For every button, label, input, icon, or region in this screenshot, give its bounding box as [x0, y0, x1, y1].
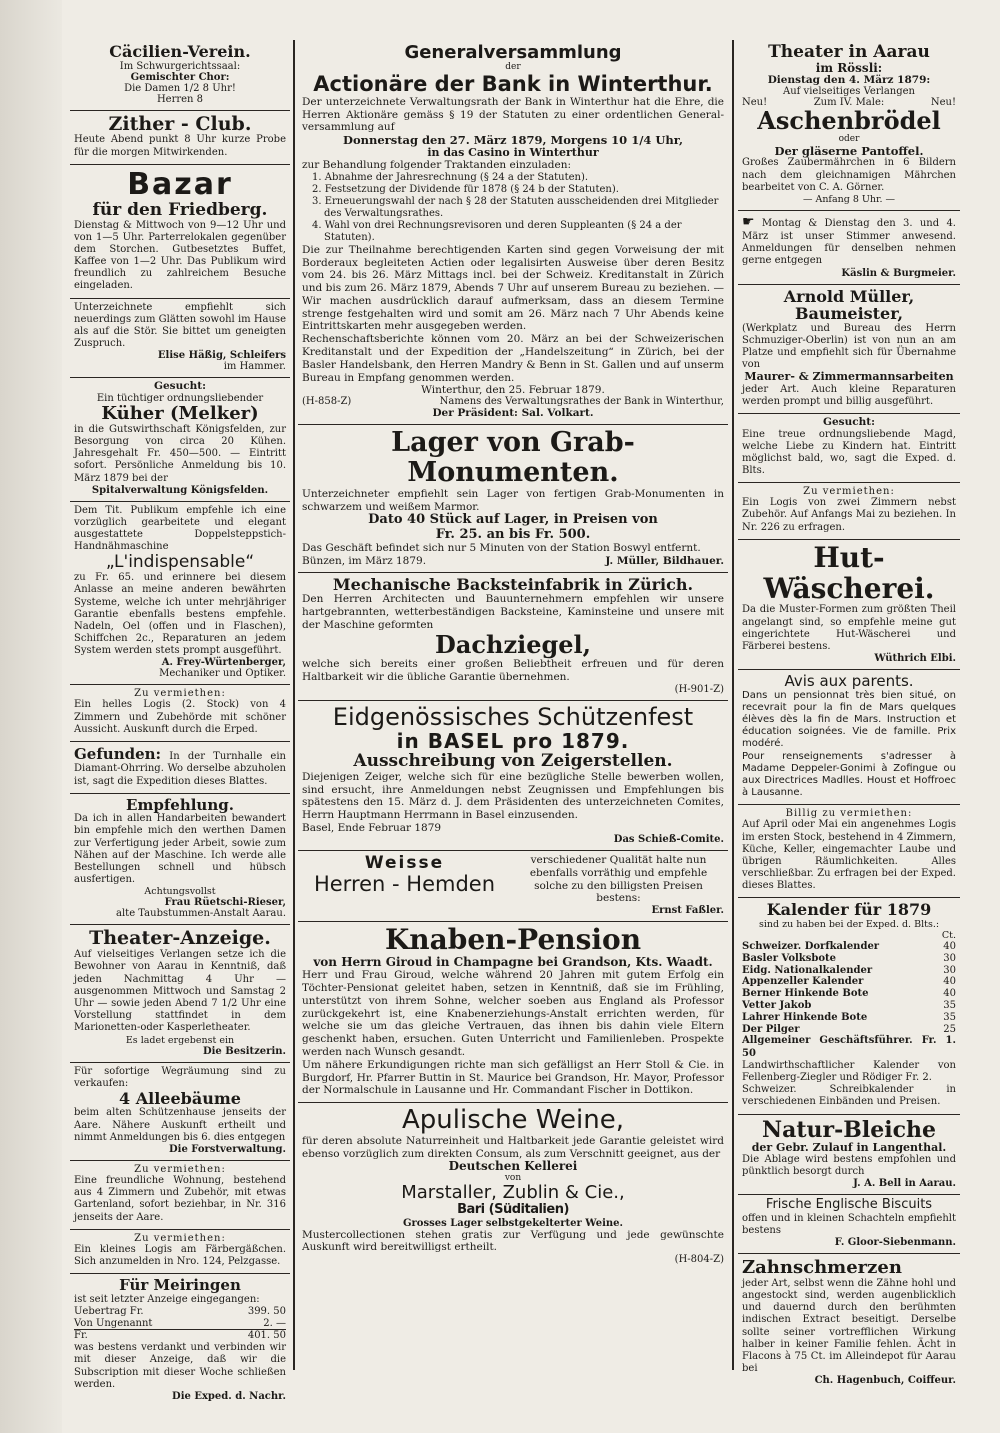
ad-text: Mustercollectionen stehen gratis zur Verfügung und jede gewünschte Auskunft wird bereitwilligst ertheilt.	[302, 1228, 724, 1254]
ad-line: Landwirthschaftlicher Kalender von Fellenberg-Ziegler und Rödiger Fr. 2.	[742, 1059, 956, 1083]
ad-line: der	[505, 61, 521, 72]
ledger-amount: 401. 50	[247, 1330, 286, 1342]
calendar-name: Der Pilger	[742, 1023, 800, 1035]
calendar-price: 30	[943, 952, 956, 964]
ad-text: Unterzeichnete empfiehlt sich neuerdings zum Glätten sowohl im Hause als auf die Stör. Sie bittet um geneigten Zuspruch.	[74, 301, 286, 350]
ad-text: Um nähere Erkundigungen richte man sich gefälligst an Herr Stoll & Cie. in Burgdorf, Hr. Pfarrer Buttin in St. Maurice bei Grandson, Hr. Mayor, Professor der Normalschule in Lausanne und Hr. Commandant Fischer in Dottikon.	[302, 1058, 724, 1097]
calendar-price: 40	[943, 976, 956, 988]
column-center	[298, 40, 728, 1270]
ad-signature: A. Frey-Würtenberger,	[161, 657, 286, 669]
ad-kalender	[738, 898, 960, 1114]
ad-title: „L'indispensable“	[105, 552, 255, 573]
ad-text: Das Geschäft befindet sich nur 5 Minuten von der Station Boswyl entfernt.	[302, 542, 701, 555]
ledger-label: Uebertrag Fr.	[74, 1305, 144, 1317]
calendar-price: 30	[943, 964, 956, 976]
ad-text: Herr und Frau Giroud, welche während 20 Jahren mit gutem Erfolg ein Töchter-Pensionat geleitet haben, setzen in Kenntniß, daß sie im Frühling, unterstützt von ihrem Sohne, welcher soeben aus England als Professor zurückgekehrt ist, eine Knabenerziehungs-Anstalt errichten werden, für welche sie um das gleiche Vertrauen, das ihnen bis dahin viele Eltern geschenkt haben, ersuchen. Guten Unterricht und Familienleben. Prospekte werden nach Wunsch gesandt.	[302, 969, 724, 1059]
ad-line: Namens des Verwaltungsrathes der Bank in Winterthur,	[439, 396, 724, 408]
ad-title: Herren - Hemden	[313, 871, 496, 896]
ad-subtitle: Der gläserne Pantoffel.	[774, 143, 924, 158]
ad-theater-anzeige	[70, 925, 290, 1062]
ad-text: Heute Abend punkt 8 Uhr kurze Probe für die morgen Mitwirkenden.	[74, 134, 286, 158]
ad-label: Zu vermiethen:	[134, 1164, 226, 1176]
calendar-price: 35	[943, 1011, 956, 1023]
pointing-hand-icon: ☛	[742, 213, 755, 230]
ad-firm: Marstaller, Zublin & Cie.,	[401, 1182, 625, 1204]
ad-line: Allgemeiner Geschäftsführer. Fr. 1. 50	[742, 1035, 956, 1059]
ad-text: Den Herren Architecten und Bauunternehmern empfehlen wir unsere hartgebrannten, wetterbeständigen Backsteine, Kaminsteine und unsere mit der Maschine geformten	[302, 593, 724, 632]
ad-wohnung	[70, 1161, 290, 1230]
ad-text: Da ich in allen Handarbeiten bewandert bin empfehle mich den werthen Damen zur Verfertigung jeder Arbeit, sowie zum Nähen auf der Maschine. Ich werde alle Bestellungen schnell und hübsch ausfertigen.	[74, 813, 286, 886]
ad-title: Aschenbrödel	[757, 106, 941, 136]
ad-title: Empfehlung.	[126, 795, 234, 814]
ad-signature: Der Präsident: Sal. Volkart.	[432, 407, 594, 420]
calendar-price: 40	[943, 941, 956, 953]
ad-signature: Mechaniker und Optiker.	[159, 668, 286, 680]
ad-line: Zum IV. Male:	[813, 97, 885, 109]
ad-gefunden	[70, 742, 290, 794]
ad-signature: Elise Häßig, Schleifers	[157, 350, 286, 362]
ad-reference: (H-858-Z)	[302, 396, 352, 408]
ledger-amount: 2. —	[263, 1317, 286, 1329]
ad-text: für deren absolute Naturreinheit und Haltbarkeit jede Garantie geleistet wird ebenso vorzüglich zum direkten Consum, als zum Verschnitt geeignet, aus der	[302, 1134, 724, 1160]
ad-line: Bünzen, im März 1879.	[302, 554, 427, 567]
ad-title: Actionäre der Bank in Winterthur.	[313, 71, 713, 96]
ad-label: Zu vermiethen:	[803, 486, 895, 498]
ad-text: Auf April oder Mai ein angenehmes Logis im ersten Stock, bestehend in 4 Zimmern, Küche, Keller, eingemachter Laube und übrigen Räumlichkeiten. Alles verschließbar. Zu erfragen bei der Exped. dieses Blattes.	[742, 819, 956, 892]
ad-text: was bestens verdankt und verbinden wir mit dieser Anzeige, daß wir die Subscription mit dieser Woche schließen werden.	[74, 1342, 286, 1390]
ad-text: Auf vielseitiges Verlangen setze ich die Bewohner von Aarau in Kenntniß, daß jeden Nachmittag 4 Uhr — ausgenommen Mittwoch und Samstag 2 Uhr — sowie jeden Abend 7 1/2 Uhr eine Vorstellung stattfindet in dem Marionetten-oder Kasperletheater.	[74, 949, 286, 1034]
ad-bank-winterthur	[298, 40, 728, 425]
ad-billig-vermiethen	[738, 805, 960, 898]
ad-line: Es ladet ergebenst ein	[125, 1034, 235, 1046]
ad-text: Pour renseignements s'adresser à Madame Deppeler-Gonimi à Zofingue ou aux Directrices Madlles. Houst et Hoffroec à Lausanne.	[742, 750, 956, 799]
ad-title: Weisse	[364, 853, 445, 874]
ad-text: Dem Tit. Publikum empfehle ich eine vorzüglich gearbeitete und elegant ausgestattete Doppelsteppstich-Handnähmaschine	[74, 504, 286, 553]
ad-text: Unterzeichneter empfiehlt sein Lager von fertigen Grab-Monumenten in schwarzem und weißem Marmor.	[302, 487, 724, 513]
ad-line: Im Schwurgerichtssaal:	[119, 60, 241, 72]
agenda-item: 3. Erneuerungswahl der nach § 28 der Statuten ausscheidenden drei Mitglieder des Verwaltungsrathes.	[312, 195, 719, 219]
ad-knaben-pension	[298, 922, 728, 1103]
ad-natur-bleiche	[738, 1115, 960, 1196]
binding-gutter	[0, 0, 62, 1433]
ad-logis-3	[738, 483, 960, 540]
ad-kueher	[70, 378, 290, 501]
ad-backsteinfabrik	[298, 573, 728, 701]
ad-title: Theater-Anzeige.	[89, 927, 271, 950]
calendar-name: Vetter Jakob	[742, 1000, 812, 1012]
ad-reference: (H-901-Z)	[674, 683, 724, 695]
ad-title: 4 Alleebäume	[119, 1088, 241, 1108]
ad-subtitle: für den Friedberg.	[92, 199, 268, 220]
ad-text: In der Turnhalle ein Diamant-Ohrring. Wo derselbe abzuholen ist, sagt die Expedition dieses Blattes.	[74, 751, 286, 787]
ad-text: Für sofortige Wegräumung sind zu verkaufen:	[74, 1065, 286, 1089]
ad-arnold-mueller	[738, 285, 960, 414]
ad-line: Auf vielseitiges Verlangen	[783, 86, 915, 98]
ad-grab-monumente	[298, 425, 728, 572]
ad-glaetten	[70, 299, 290, 379]
ad-title: Küher (Melker)	[101, 402, 259, 424]
ledger-label: Von Ungenannt	[74, 1317, 153, 1329]
agenda-item: 1. Abnahme der Jahresrechnung (§ 24 a der Statuten).	[312, 171, 589, 183]
ad-highlight: Fr. 25. an bis Fr. 500.	[435, 526, 591, 542]
ad-title: Avis aux parents.	[784, 672, 914, 691]
ad-signature: Ernst Faßler.	[651, 905, 724, 917]
ad-reference: (H-804-Z)	[674, 1254, 724, 1266]
ad-line: — Anfang 8 Uhr. —	[802, 193, 896, 205]
ad-title: Kalender für 1879	[766, 900, 932, 920]
ad-title: Zither - Club.	[108, 112, 252, 135]
ad-theater-aarau	[738, 40, 960, 211]
agenda-item: 4. Wahl von drei Rechnungsrevisoren und deren Suppleanten (§ 24 a der Statuten).	[312, 219, 682, 243]
ad-title: Gefunden:	[74, 745, 162, 764]
ad-text: Großes Zaubermährchen in 6 Bildern nach dem gleichnamigen Mährchen bearbeitet von C. A. Görner.	[742, 157, 956, 193]
ad-line: Winterthur, den 25. Februar 1879.	[421, 384, 605, 397]
ad-title: Theater in Aarau	[768, 42, 930, 62]
ad-signature: Die Exped. d. Nachr.	[172, 1391, 286, 1402]
ad-herren-hemden	[298, 851, 728, 922]
ad-subtitle: der Gebr. Zulauf in Langenthal.	[751, 1140, 947, 1154]
calendar-name: Schweizer. Dorfkalender	[742, 941, 880, 953]
ad-text: welche sich bereits einer großen Beliebtheit erfreuen und für deren Haltbarkeit wir die übliche Garantie übernehmen.	[302, 658, 724, 683]
calendar-price: 35	[943, 1000, 956, 1012]
ad-biscuits	[738, 1195, 960, 1254]
ad-line: Ein tüchtiger ordnungsliebender	[96, 392, 264, 404]
ad-text: Ein kleines Logis am Färbergäßchen. Sich anzumelden in Nro. 124, Pelzgasse.	[74, 1243, 286, 1267]
ad-title: Eidgenössisches Schützenfest	[332, 702, 694, 731]
ad-line: Achtungsvollst	[144, 886, 216, 898]
ad-text: (Werkplatz und Bureau des Herrn Schmuziger-Oberlin) ist von nun an am Platze und empfiehlt sich für Übernahme von	[742, 322, 956, 371]
ad-text: jeder Art, selbst wenn die Zähne hohl und angestockt sind, werden augenblicklich und dauernd durch den berühmten indischen Extract beseitigt. Derselbe sollte seiner vortrefflichen Wirkung halber in keiner Familie fehlen. Ächt in Flacons à 75 Ct. im Alleindepot für Aarau bei	[742, 1277, 956, 1375]
ad-title: Apulische Weine,	[402, 1105, 624, 1136]
ad-highlight: Dachziegel,	[435, 629, 591, 659]
ad-avis-aux-parents	[738, 670, 960, 805]
ad-zither-club	[70, 111, 290, 165]
ad-text: Die Ablage wird bestens empfohlen und pünktlich besorgt durch	[742, 1153, 956, 1178]
ad-signature: Käslin & Burgmeier.	[841, 267, 956, 279]
ad-highlight: Maurer- & Zimmermannsarbeiten	[744, 370, 954, 384]
ad-date: Donnerstag den 27. März 1879, Morgens 10 1/4 Uhr,	[342, 133, 684, 148]
ad-subtitle: im Rössli:	[815, 60, 883, 75]
column-left	[70, 40, 290, 1407]
ad-text: Der unterzeichnete Verwaltungsrath der Bank in Winterthur hat die Ehre, die Herren Aktionäre gemäss § 19 der Statuten zu einer ordentlichen General-versammlung auf	[302, 95, 724, 134]
ad-label: Billig zu vermiethen:	[785, 808, 913, 820]
ad-signature: J. Müller, Bildhauer.	[605, 554, 724, 567]
ad-text: Dienstag & Mittwoch von 9—12 Uhr und von 1—5 Uhr. Parterrelokalen gegenüber dem Storchen. Gutbesetztes Buffet, Kaffee von 1—2 Uhr. Das Publikum wird freundlich zu zahlreichem Besuche eingeladen.	[74, 219, 286, 292]
ad-place: Bari (Süditalien)	[457, 1202, 569, 1218]
ad-text: Da die Muster-Formen zum größten Theil angelangt sind, so empfehle meine gut eingerichtete Hut-Wäscherei und Färberei bestens.	[742, 604, 956, 652]
ad-line: Gemischter Chor:	[130, 71, 230, 83]
ad-title: Für Meiringen	[119, 1276, 241, 1295]
calendar-name: Lahrer Hinkende Bote	[742, 1011, 868, 1023]
ad-signature: Frau Rüetschi-Rieser,	[164, 897, 286, 909]
ad-line: Grosses Lager selbstgekelterter Weine.	[403, 1217, 623, 1229]
ad-title: Natur-Bleiche	[762, 1116, 936, 1143]
ad-text: Eine freundliche Wohnung, bestehend aus 4 Zimmern und Zubehör, mit etwas Gartenland, sofort beziehbar, in Nr. 316 jenseits der Aare.	[74, 1175, 286, 1223]
ad-line: Die Damen 1/2 8 Uhr!	[124, 82, 236, 94]
calendar-name: Berner Hinkende Bote	[742, 988, 869, 1000]
ad-magd	[738, 414, 960, 483]
ad-title: Hut-Wäscherei.	[763, 540, 935, 605]
ad-line: sind zu haben bei der Exped. d. Blts.:	[758, 919, 940, 931]
ad-badge: Neu!	[930, 97, 956, 109]
ad-title: Lager von Grab-Monumenten.	[391, 427, 635, 489]
ad-label: Zu vermiethen:	[134, 1232, 226, 1244]
column-rule-left	[293, 40, 295, 1370]
ad-apulische-weine	[298, 1103, 728, 1270]
ad-text: jeder Art. Auch kleine Reparaturen werden prompt und billig ausgeführt.	[742, 383, 956, 407]
calendar-price: 25	[943, 1023, 956, 1035]
ad-place: in das Casino in Winterthur	[427, 145, 599, 159]
ad-signature: Spitalverwaltung Königsfelden.	[91, 484, 269, 496]
ad-text: zu Fr. 65. und erinnere bei diesem Anlasse an meine anderen bewährten Systeme, welche ich unter mehrjähriger Garantie ebenfalls bestens empfehle. Nadeln, Oel (offen und in Flaschen), Schiffchen 2c., Reparaturen an jedem System werden stets prompt ausgeführt.	[74, 572, 286, 657]
ad-text: Die zur Theilnahme berechtigenden Karten sind gegen Vorweisung der mit Borderaux begleiteten Actien oder legalisirten Ausweise über deren Besitz vom 24. bis 26. März Mittags incl. bei der Schweiz. Kreditanstalt in Zürich und bis zum 26. März 1879, Abends 7 Uhr auf unserem Bureau zu beziehen. — Wir machen ausdrücklich darauf aufmerksam, dass an diesem Termine strenge festgehalten wird und somit am 26. März nach 7 Uhr Abends keine Eintrittskarten mehr ausgegeben werden.	[302, 243, 724, 333]
ad-signature: Die Besitzerin.	[202, 1045, 286, 1057]
ad-bazar	[70, 165, 290, 299]
ad-unit: Ct.	[941, 930, 956, 942]
ad-text: zur Behandlung folgender Traktanden einzuladen:	[302, 158, 571, 171]
ad-badge: Neu!	[742, 97, 768, 109]
ad-highlight: Dato 40 Stück auf Lager, in Preisen von	[368, 512, 658, 528]
ad-text: beim alten Schützenhause jenseits der Aare. Nähere Auskunft ertheilt und nimmt Anmeldungen bis 6. dies entgegen	[74, 1107, 286, 1143]
calendar-price: 40	[943, 988, 956, 1000]
ad-text: Montag & Dienstag den 3. und 4. März ist unser Stimmer anwesend. Anmeldungen für denselben nehmen gerne entgegen	[742, 217, 956, 267]
ad-title: Arnold Müller, Baumeister,	[783, 286, 915, 324]
ad-subtitle: in BASEL pro 1879.	[396, 729, 630, 754]
ad-line: ist seit letzter Anzeige eingegangen:	[74, 1293, 260, 1305]
ad-label: Zu vermiethen:	[134, 688, 226, 700]
ad-label: Gesucht:	[823, 415, 875, 428]
ad-meiringen	[70, 1274, 290, 1407]
ad-logis-2	[70, 1230, 290, 1274]
calendar-name: Basler Volksbote	[742, 952, 836, 964]
ad-indispensable	[70, 502, 290, 686]
ad-text: in die Gutswirthschaft Königsfelden, zur Besorgung von circa 20 Kühen. Jahresgehalt Fr. 450—500. — Eintritt sofort. Persönliche Anmeldung bis 10. März 1879 bei der	[74, 423, 286, 484]
ad-line: oder	[838, 133, 860, 144]
ledger-amount: 399. 50	[247, 1305, 286, 1317]
ad-title: Frische Englische Biscuits	[765, 1197, 933, 1213]
ad-title: Cäcilien-Verein.	[109, 42, 251, 61]
ad-title: Bazar	[127, 166, 233, 202]
ad-title: Zahnschmerzen	[742, 1256, 902, 1278]
ad-schuetzenfest	[298, 701, 728, 851]
ad-signature: F. Gloor-Siebenmann.	[834, 1236, 956, 1248]
ad-caecilien-verein	[70, 40, 290, 111]
ad-subtitle: Ausschreibung von Zeigerstellen.	[353, 751, 673, 772]
ad-signature: Ch. Hagenbuch, Coiffeur.	[814, 1375, 956, 1387]
column-right	[738, 40, 960, 1391]
ad-zahnschmerzen	[738, 1254, 960, 1392]
ad-text: Ein Logis von zwei Zimmern nebst Zubehör. Auf Anfangs Mai zu beziehen. In Nr. 226 zu erfragen.	[742, 497, 956, 533]
calendar-name: Appenzeller Kalender	[742, 976, 864, 988]
ad-text: offen und in kleinen Schachteln empfiehlt bestens	[742, 1212, 956, 1236]
ad-text: Eine treue ordnungsliebende Magd, welche Liebe zu Kindern hat. Eintritt möglichst bald, wo, sagt die Exped. d. Blts.	[742, 428, 956, 477]
ad-text: Ein helles Logis (2. Stock) von 4 Zimmern und Zubehörde mit schöner Aussicht. Auskunft durch die Erped.	[74, 699, 286, 735]
ad-highlight: Deutschen Kellerei	[448, 1159, 578, 1174]
ad-date: Dienstag den 4. März 1879:	[767, 73, 931, 86]
ad-empfehlung	[70, 794, 290, 926]
ad-title: Generalversammlung	[404, 42, 622, 63]
ad-logis-1	[70, 685, 290, 742]
ad-stimmer	[738, 211, 960, 285]
ad-text: Rechenschaftsberichte können vom 20. März an bei der Schweizerischen Kreditanstalt und der Expedition der „Handelszeitung“ in Zürich, bei der Basler Handelsbank, den Herren Mandry & Benn in St. Gallen und auf unserm Bureau in Empfang genommen werden.	[302, 333, 724, 384]
ad-text: Diejenigen Zeiger, welche sich für eine bezügliche Stelle bewerben wollen, sind ersucht, ihre Anmeldungen nebst Zeugnissen und Empfehlungen bis spätestens den 15. März d. J. dem Präsidenten des unterzeichneten Comites, Herrn Hauptmann Herrmann in Basel einzusenden.	[302, 770, 724, 822]
ad-signature: im Hammer.	[223, 361, 286, 373]
ad-title: Knaben-Pension	[384, 923, 642, 957]
ad-hut-waescherei	[738, 540, 960, 670]
ad-line: Basel, Ende Februar 1879	[302, 822, 442, 835]
ad-text: Dans un pensionnat très bien situé, on recevrait pour la fin de Mars quelques élèves dès la fin de Mars. Instruction et éducation soignées. Vie de famille. Prix modéré.	[742, 689, 956, 750]
ad-text: verschiedener Qualität halte nun ebenfalls vorräthig und empfehle solche zu den billigsten Preisen bestens:	[529, 854, 708, 905]
column-rule-right	[732, 40, 734, 1370]
ad-alleebaeume	[70, 1063, 290, 1162]
ad-line: Herren 8	[156, 93, 204, 105]
ad-signature: Das Schieß-Comite.	[613, 834, 724, 846]
ledger-label: Fr.	[74, 1330, 88, 1342]
ad-signature: Wüthrich Elbi.	[874, 653, 956, 665]
ad-signature: alte Taubstummen-Anstalt Aarau.	[116, 908, 286, 920]
ad-title: Mechanische Backsteinfabrik in Zürich.	[332, 574, 694, 594]
ad-line: von	[504, 1172, 522, 1183]
agenda-item: 2. Festsetzung der Dividende für 1878 (§ 24 b der Statuten).	[312, 183, 619, 195]
ad-line: Schweizer. Schreibkalender in verschiedenen Einbänden und Preisen.	[742, 1084, 956, 1108]
calendar-name: Eidg. Nationalkalender	[742, 964, 873, 976]
ad-subtitle: von Herrn Giroud in Champagne bei Grandson, Kts. Waadt.	[313, 955, 713, 970]
ad-label: Gesucht:	[154, 380, 206, 393]
ad-signature: J. A. Bell in Aarau.	[853, 1178, 956, 1190]
ad-signature: Die Forstverwaltung.	[168, 1144, 286, 1156]
